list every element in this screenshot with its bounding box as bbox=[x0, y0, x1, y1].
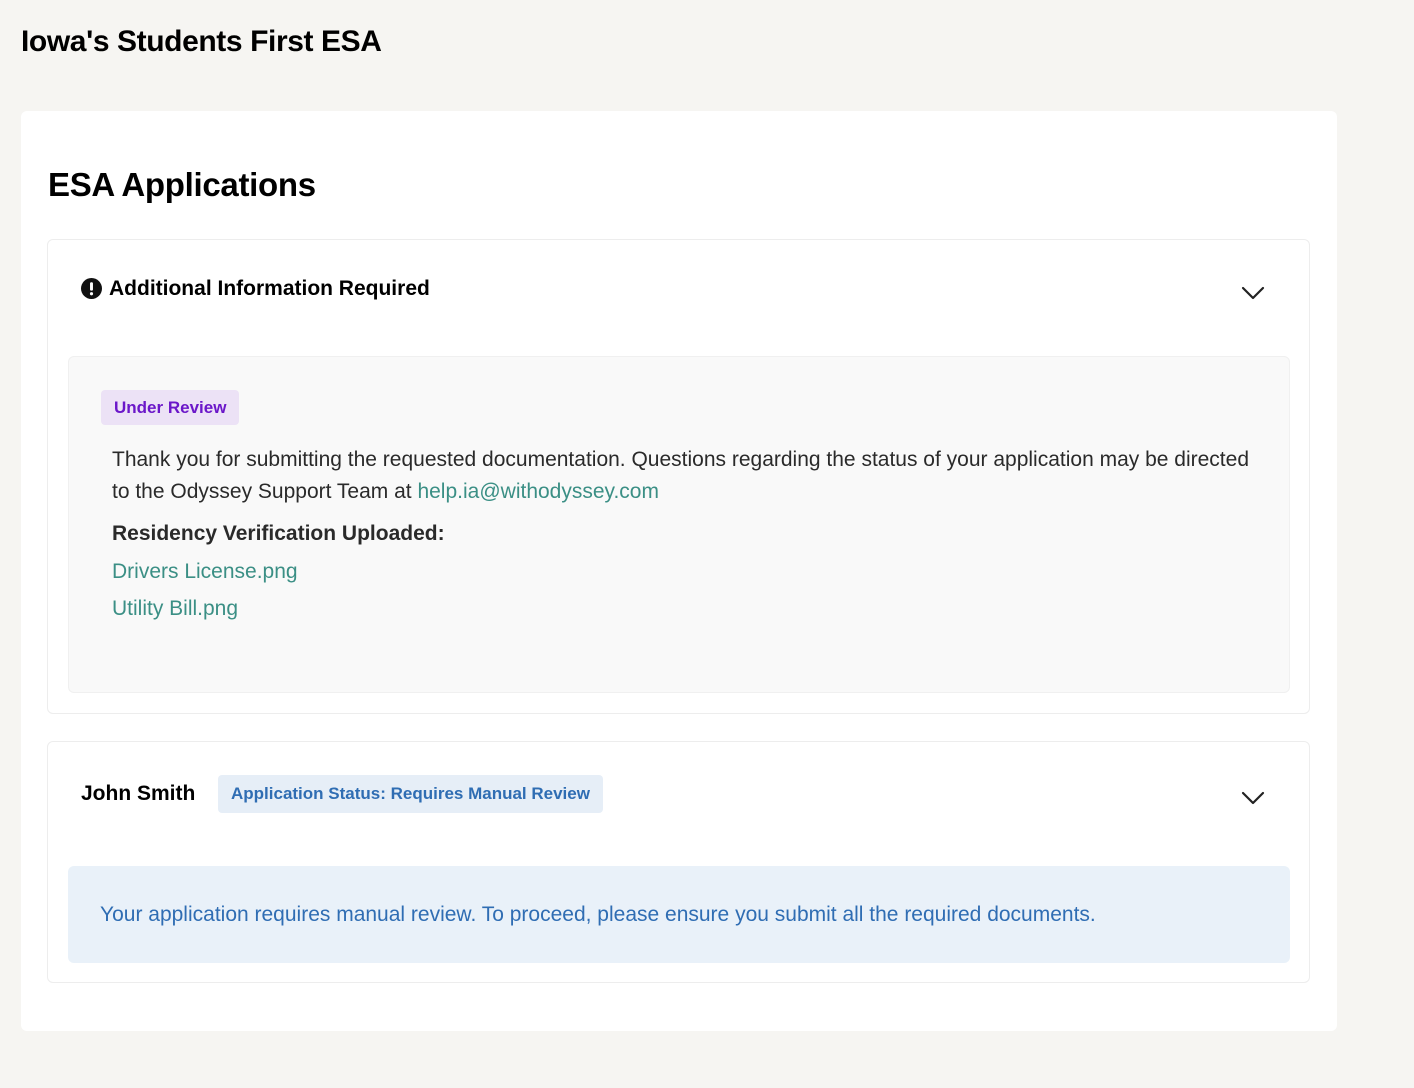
application-status-badge: Application Status: Requires Manual Review bbox=[218, 775, 603, 813]
application-accordion bbox=[47, 741, 1310, 983]
drivers-license-file-link[interactable]: Drivers License.png bbox=[112, 560, 298, 583]
info-required-accordion bbox=[47, 239, 1310, 714]
utility-bill-file-link[interactable]: Utility Bill.png bbox=[112, 597, 239, 620]
info-required-accordion-header[interactable] bbox=[48, 240, 1309, 336]
submission-message-text: Thank you for submitting the requested documentation. Questions regarding the status of your application may be directed to the Odyssey Support Team at bbox=[112, 448, 1249, 503]
info-required-panel bbox=[68, 356, 1290, 693]
info-required-title: Additional Information Required bbox=[109, 277, 430, 300]
residency-verification-label: Residency Verification Uploaded: bbox=[112, 522, 445, 545]
chevron-down-icon[interactable] bbox=[1241, 286, 1265, 300]
manual-review-notice bbox=[68, 866, 1290, 963]
student-name: John Smith bbox=[81, 782, 196, 805]
support-email-link[interactable]: help.ia@withodyssey.com bbox=[417, 480, 659, 503]
alert-circle-icon bbox=[81, 278, 102, 299]
under-review-badge: Under Review bbox=[101, 390, 239, 425]
page-title: Iowa's Students First ESA bbox=[21, 25, 382, 58]
manual-review-message: Your application requires manual review. To proceed, please ensure you submit all the required documents. bbox=[100, 903, 1096, 926]
chevron-down-icon[interactable] bbox=[1241, 791, 1265, 805]
applications-card bbox=[21, 111, 1337, 1031]
section-title: ESA Applications bbox=[48, 166, 316, 203]
submission-message bbox=[112, 444, 1252, 508]
application-accordion-header[interactable] bbox=[48, 742, 1309, 838]
